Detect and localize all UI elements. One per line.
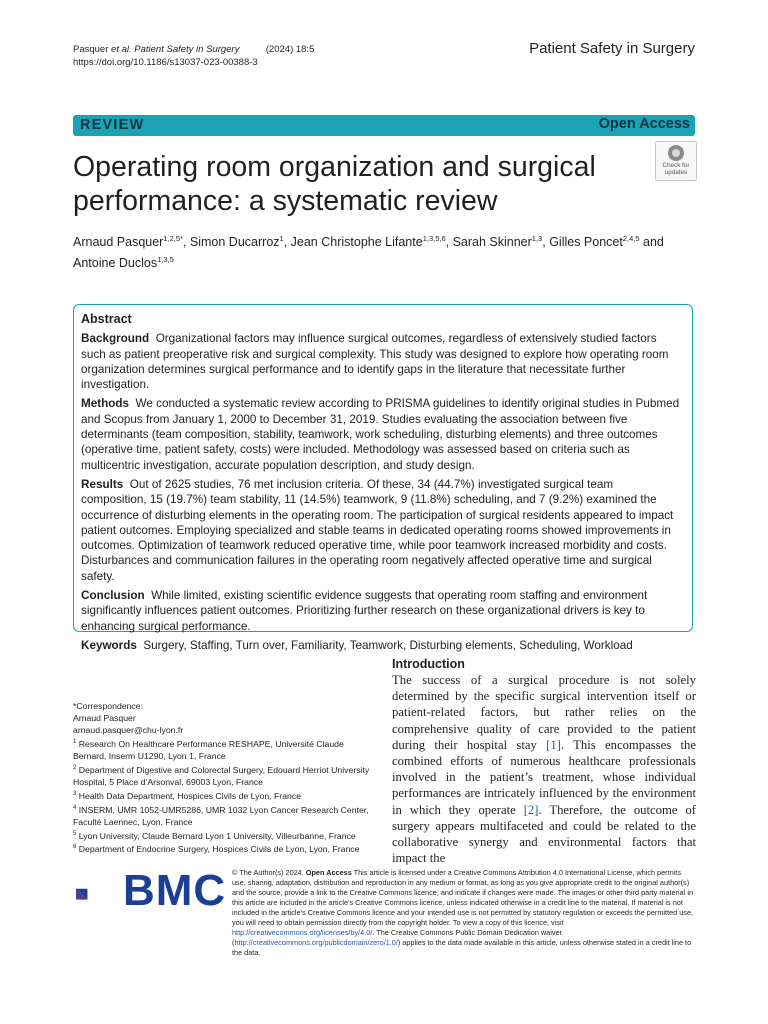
correspondence-name: Arnaud Pasquer [73,713,136,723]
bmc-logo-mark [76,876,116,914]
affiliation-text: Department of Digestive and Colorectal Surgery, Edouard Herriot University Hospital, 5 Place d’Arsonval, 69003 Lyon, France [73,764,370,787]
license-copyright: © The Author(s) 2024. [232,868,304,877]
author-separator: and [639,235,664,250]
affiliation-item [73,736,373,762]
author-separator: , [445,235,453,250]
abstract-results [81,477,681,584]
abstract [81,312,681,657]
author-affiliation-numbers: 1 [279,234,284,243]
license-text-c: ) applies to the data made available in this article, unless otherwise stated in a credit line to the data. [232,938,692,957]
author-affiliation-numbers: 2,4,5 [622,234,640,243]
affiliation-item [73,788,373,802]
affiliation-item [73,828,373,842]
license-link[interactable]: http://creativecommons.org/licenses/by/4.0/ [232,928,373,937]
affiliation-text: Health Data Department, Hospices Civils de Lyon, France [76,790,302,801]
header-journal: et al. Patient Safety in Surgery [111,44,240,55]
affiliation-item [73,841,373,855]
article-title: Operating room organization and surgical performance: a systematic review [73,151,596,217]
introduction-text [392,672,696,866]
running-header [73,43,314,69]
author-affiliation-numbers: 1,3,5,6 [422,234,446,243]
affiliation-item [73,762,373,788]
header-year-volume: (2024) 18:5 [265,44,315,55]
abstract-methods [81,396,681,472]
author-affiliation-numbers: 1,3 [531,234,543,243]
author-separator: , [182,235,190,250]
abstract-keywords [81,638,681,653]
affiliation-number: 1 [73,739,77,745]
keywords-label: Keywords [81,638,137,652]
keywords-text: Surgery, Staffing, Turn over, Familiarity, Teamwork, Disturbing elements, Scheduling, Workload [143,638,633,652]
affiliation-number: 4 [73,804,77,811]
affiliation-list [73,736,373,855]
affiliation-item [73,802,373,828]
author-name: Gilles Poncet [549,235,623,250]
affiliation-text: INSERM, UMR 1052-UMR5286, UMR 1032 Lyon Cancer Research Center, Faculté Laennec, Lyon, France [73,804,369,827]
affiliation-number: 3 [73,790,77,797]
intro-text-a: The success of a surgical procedure is not solely determined by the specific surgical intervention itself or patient-related factors, but rather relies on the comprehensive quality of care provided to the patient during their hospital stay [392,673,696,752]
author-separator: , [283,235,291,250]
author-name: Simon Ducarroz [189,235,280,250]
check-updates-icon [668,145,684,161]
affiliation-number: 6 [73,844,77,851]
author-name: Sarah Skinner [452,235,532,250]
methods-label: Methods [81,397,130,411]
conclusion-label: Conclusion [81,589,145,603]
correspondence-email[interactable]: arnaud.pasquer@chu-lyon.fr [73,725,184,735]
author-name: Antoine Duclos [73,256,158,271]
abstract-conclusion [81,588,681,634]
journal-name: Patient Safety in Surgery [529,40,695,57]
background-label: Background [81,332,150,346]
results-label: Results [81,477,124,491]
citation-link[interactable]: [1] [546,737,561,752]
intro-text-c: . Therefore, the outcome of surgery appears multifaceted and could be related to the collaborative synergy and environmental factors that impact the [392,802,696,866]
license-text-b: . The Creative Commons Public Domain Dedication waiver ( [232,928,562,947]
license-oa-label: Open Access [305,868,352,877]
abstract-heading: Abstract [81,312,132,326]
header-authors: Pasquer [73,44,109,55]
check-updates-line1: Check for [662,162,690,169]
citation-link[interactable]: [2] [523,802,539,817]
correspondence-label: *Correspondence: [73,701,144,711]
methods-text: We conducted a systematic review according to PRISMA guidelines to identify original studies in Pubmed and Scopus from January 1, 2000 to December 31, 2019. Studies evaluating the association between five determinants (team composition, stability, teamwork, work scheduling, disturbing elements) and three outcomes (operative time, patient safety, costs) were included. Methodology was assessed based on criteria such as multicentric investigation, accurate population description, and study design. [81,397,680,472]
abstract-background [81,331,681,392]
affiliation-text: Lyon University, Claude Bernard Lyon 1 University, Villeurbanne, France [76,830,356,841]
correspondence-footnotes [73,700,373,855]
header-doi[interactable]: https://doi.org/10.1186/s13037-023-00388-3 [73,57,258,68]
check-updates-line2: updates [664,169,688,176]
bmc-logo-text: BMC [123,866,227,915]
results-text: Out of 2625 studies, 76 met inclusion criteria. Of these, 34 (44.7%) investigated surgical team composition, 15 (19.7%) team stability, 11 (14.5%) teamwork, 9 (11.8%) scheduling, and 7 (9.2%) examined the occurrence of disturbing elements in the operating room. The participation of surgical residents appeared to impact patient outcomes. Employing specialized and stable teams in dedicated operating rooms showed improvements in outcomes. Optimization of teamwork reduced operative time, while poor teamwork increased morbidity and costs. Disturbances and communication failures in the operating room negatively affected operative time and surgical safety. [81,477,674,583]
affiliation-text: Department of Endocrine Surgery, Hospices Civils de Lyon, Lyon, France [76,844,360,855]
license-text-a: This article is licensed under a Creative Commons Attribution 4.0 International License, which permits use, sharing, adaptation, distribution and reproduction in any medium or format, as long as you give appropriate credit to the original author(s) and the source, provide a link to the Creative Commons licence, and indicate if changes were made. The images or other third party material in this article are included in the article’s Creative Commons licence, unless indicated otherwise in a credit line to the material. If material is not included in the article’s Creative Commons licence and your intended use is not permitted by statutory regulation or exceeds the permitted use, you will need to obtain permission directly from the copyright holder. To view a copy of this licence, visit [232,868,694,927]
article-type-label: REVIEW [80,117,145,133]
background-text: Organizational factors may influence surgical outcomes, regardless of extensively studied factors such as patient preoperative risk and surgical complexity. This study was designed to explore how operating room organization determines surgical performance and to identify gaps in the literature that necessitate further investigation. [81,332,669,392]
public-domain-link[interactable]: http://creativecommons.org/publicdomain/zero/1.0/ [234,938,398,947]
affiliation-number: 5 [73,830,77,837]
author-list [73,230,703,272]
author-separator: , [542,235,550,250]
introduction-heading: Introduction [392,657,465,671]
affiliation-text: Research On Healthcare Performance RESHAPE, Université Claude Bernard, Inserm U1290, Lyon 1, France [73,738,344,761]
open-access-label: Open Access [598,116,690,132]
intro-text-b: . This encompasses the combined efforts of numerous healthcare professionals involved in the patient’s treatment, whose individual performances are intricately influenced by the environment in which they operate [392,737,696,817]
author-affiliation-numbers: 1,2,5* [163,234,183,243]
license-text [232,868,696,958]
check-for-updates-badge[interactable] [655,141,697,181]
author-affiliation-numbers: 1,3,5 [157,255,174,265]
author-name: Arnaud Pasquer [73,235,164,250]
conclusion-text: While limited, existing scientific evidence suggests that operating room staffing and environment significantly influences patient outcomes. Prioritizing further research on these organizational drivers is key to enhancing surgical performance. [81,589,648,633]
author-name: Jean Christophe Lifante [290,235,423,250]
affiliation-number: 2 [73,764,77,771]
